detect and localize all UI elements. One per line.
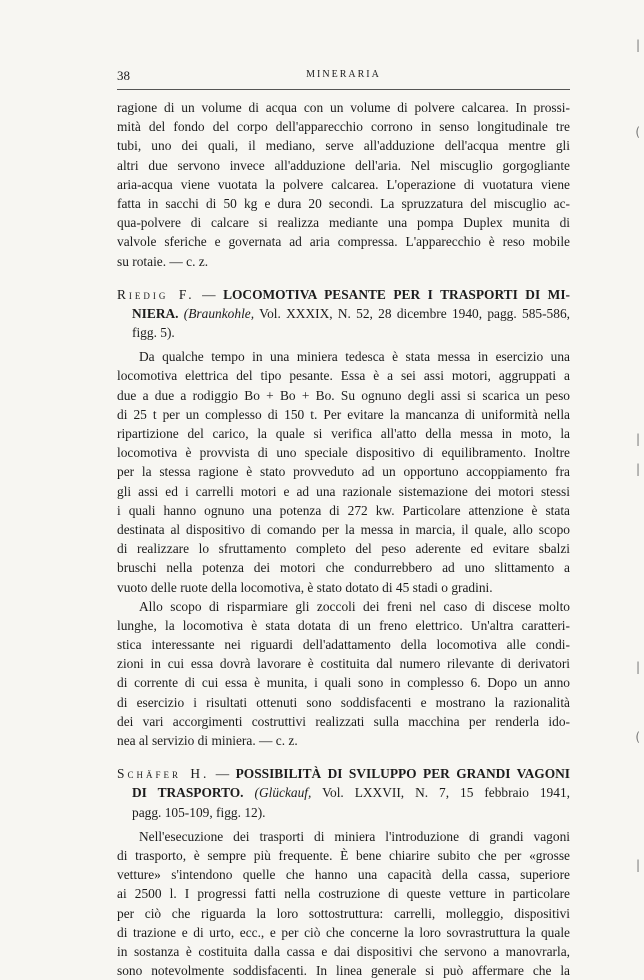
text-line: di esercizio i risultati ottenuti sono soddisfacenti e mostrano la razionalità	[117, 694, 570, 710]
text-line: gli assi ed i carrelli motori e ad una razionale sistemazione dei motori stessi	[117, 483, 570, 499]
entry-source-figures: figg. 5).	[132, 325, 175, 341]
entry-author: Riedig F.	[117, 286, 195, 302]
heading-line: Riedig F. — LOCOMOTIVA PESANTE PER I TRASPORTI DI MI-	[117, 286, 570, 302]
heading-line	[117, 783, 570, 802]
text-line: locomotiva è provvista di uno speciale dispositivo di equilibramento. Inoltre	[117, 445, 570, 461]
entry-source-details: Vol. LXXVII, N. 7, 15 febbraio 1941,	[322, 785, 570, 801]
margin-mark: |	[635, 462, 640, 476]
text-line: vuoto delle ruote della locomotiva, è stato dotato di 45 stadi o gradini.	[117, 579, 493, 595]
abstract-entry-schafer	[117, 764, 570, 980]
entry-heading	[117, 764, 570, 822]
text-line: qua-polvere di calcare si realizza mediante una pompa Duplex munita di	[117, 215, 570, 231]
header-rule	[117, 89, 570, 90]
entry-author: Schäfer H.	[117, 766, 210, 782]
margin-mark: |	[635, 858, 640, 872]
text-line: valvole sferiche e governata ad aria compressa. L'apparecchio è reso mobile	[117, 234, 570, 250]
section-gap	[117, 750, 570, 764]
section-gap	[117, 271, 570, 285]
entry-title: POSSIBILITÀ DI SVILUPPO PER GRANDI VAGONI	[235, 766, 570, 782]
margin-mark: (	[635, 125, 640, 139]
text-line: due a due a rodiggio Bo + Bo + Bo. Su ognuno degli assi si scarica un peso	[117, 387, 570, 403]
text-line: di realizzare lo sfruttamento completo del peso aderente ed evitare sbalzi	[117, 541, 570, 557]
text-line: stica interessante nei riguardi dell'adattamento della locomotiva alle condi-	[117, 637, 570, 653]
text-line: tubi, uno dei quali, il mediano, serve all'adduzione dell'acqua mentre gli	[117, 138, 570, 154]
text-line: ragione di un volume di acqua con un volume di polvere calcarea. In prossi-	[117, 100, 570, 115]
entry-source-journal: (Glückauf,	[254, 785, 312, 801]
text-line: Da qualche tempo in una miniera tedesca è stata messa in esercizio una	[139, 349, 570, 365]
page-number: 38	[117, 68, 130, 83]
entry-title-continued: NIERA.	[132, 305, 179, 321]
text-line: aria-acqua viene vuotata la polvere calcarea. L'operazione di vuotatura viene	[117, 176, 570, 192]
text-line: per la stessa ragione è stato provveduto ad un opportuno accoppiamento fra	[117, 464, 570, 480]
text-line: sono notevolmente soddisfacenti. In linea generale si può affermare che la	[117, 963, 570, 979]
text-line: zioni in cui essa dovrà lavorare è costituita dal numero rilevante di derivatori	[117, 656, 570, 672]
text-line: dei vari accorgimenti costruttivi realizzati sulla macchina per renderla ido-	[117, 713, 570, 729]
entry-heading	[117, 285, 570, 343]
text-line: di trazione e di urto, ecc., e per ciò che concerne la loro sovrastruttura la quale	[117, 924, 570, 940]
heading-line: Schäfer H. — POSSIBILITÀ DI SVILUPPO PER GRANDI VAGONI	[117, 766, 570, 782]
text-line: fatta in sacchi di 50 kg e dura 20 secondi. La spruzzatura del miscuglio ac-	[117, 195, 570, 211]
text-line: vetture» s'intendono quelle che hanno una capacità della cassa, superiore	[117, 867, 570, 883]
margin-mark: (	[635, 730, 640, 744]
entry-title: LOCOMOTIVA PESANTE PER I TRASPORTI DI MI-	[223, 286, 570, 302]
text-line: di 25 t per un complesso di 150 t. Per evitare la mancanza di uniformità nella	[117, 406, 570, 422]
text-line: nea al servizio di miniera. — c. z.	[117, 733, 298, 748]
abstract-entry-riedig	[117, 285, 570, 751]
text-line: mità del fondo del corpo dell'apparecchio corrono in senso longitudinale tre	[117, 119, 570, 135]
text-line: bruschi nella potenza dei motori che condurrebbero ad uno slittamento a	[117, 560, 570, 576]
text-line: destinata al dispositivo di comando per la messa in marcia, il quale, allo scopo	[117, 521, 570, 537]
continued-paragraph	[117, 98, 570, 271]
text-line: di trasporto, è sempre più frequente. È bene chiarire subito che per «grosse	[117, 847, 570, 863]
running-head: MINERARIA	[306, 69, 381, 80]
entry-title-continued: DI TRASPORTO.	[132, 785, 244, 801]
page-header	[117, 68, 570, 84]
text-line: per ciò che riguarda la loro sottostruttura: carrelli, molleggio, dispositivi	[117, 905, 570, 921]
margin-mark: |	[635, 432, 640, 446]
margin-mark: |	[635, 660, 640, 674]
text-line: Nell'esecuzione dei trasporti di miniera l'introduzione di grandi vagoni	[139, 828, 570, 844]
text-line: Allo scopo di risparmiare gli zoccoli dei freni nel caso di discese molto	[139, 598, 570, 614]
text-line: su rotaie. — c. z.	[117, 253, 209, 269]
text-line: ai 2500 l. I progressi fatti nella costruzione di queste vetture in particolare	[117, 886, 570, 902]
text-line: lunghe, la locomotiva è stata dotata di un freno elettrico. Un'altra caratteri-	[117, 617, 570, 633]
text-line: in sostanza è costituita dalla cassa e dai dispositivi che servono a manovrarla,	[117, 943, 570, 959]
page-body	[117, 98, 570, 980]
entry-source-figures: pagg. 105-109, figg. 12).	[132, 804, 266, 820]
text-line: altri due servono invece all'adduzione dell'aria. Nel miscuglio gorgogliante	[117, 157, 570, 173]
margin-mark: |	[635, 38, 640, 52]
text-line: locomotiva elettrica del tipo pesante. Essa è a sei assi motori, aggruppati a	[117, 368, 570, 384]
entry-source-journal: (Braunkohle,	[183, 305, 255, 321]
heading-line	[117, 304, 570, 323]
journal-page	[117, 0, 570, 979]
text-line: ripartizione del carico, la quale si verifica all'atto della messa in moto, la	[117, 426, 570, 441]
text-line: i quali hanno ognuno una potenza di 272 kw. Particolare attenzione è stata	[117, 502, 570, 518]
entry-source-details: Vol. XXXIX, N. 52, 28 dicembre 1940, pagg. 585-586,	[259, 305, 570, 321]
text-line: di corrente di cui essa è munita, i quali sono in complesso 6. Dopo un anno	[117, 675, 570, 691]
